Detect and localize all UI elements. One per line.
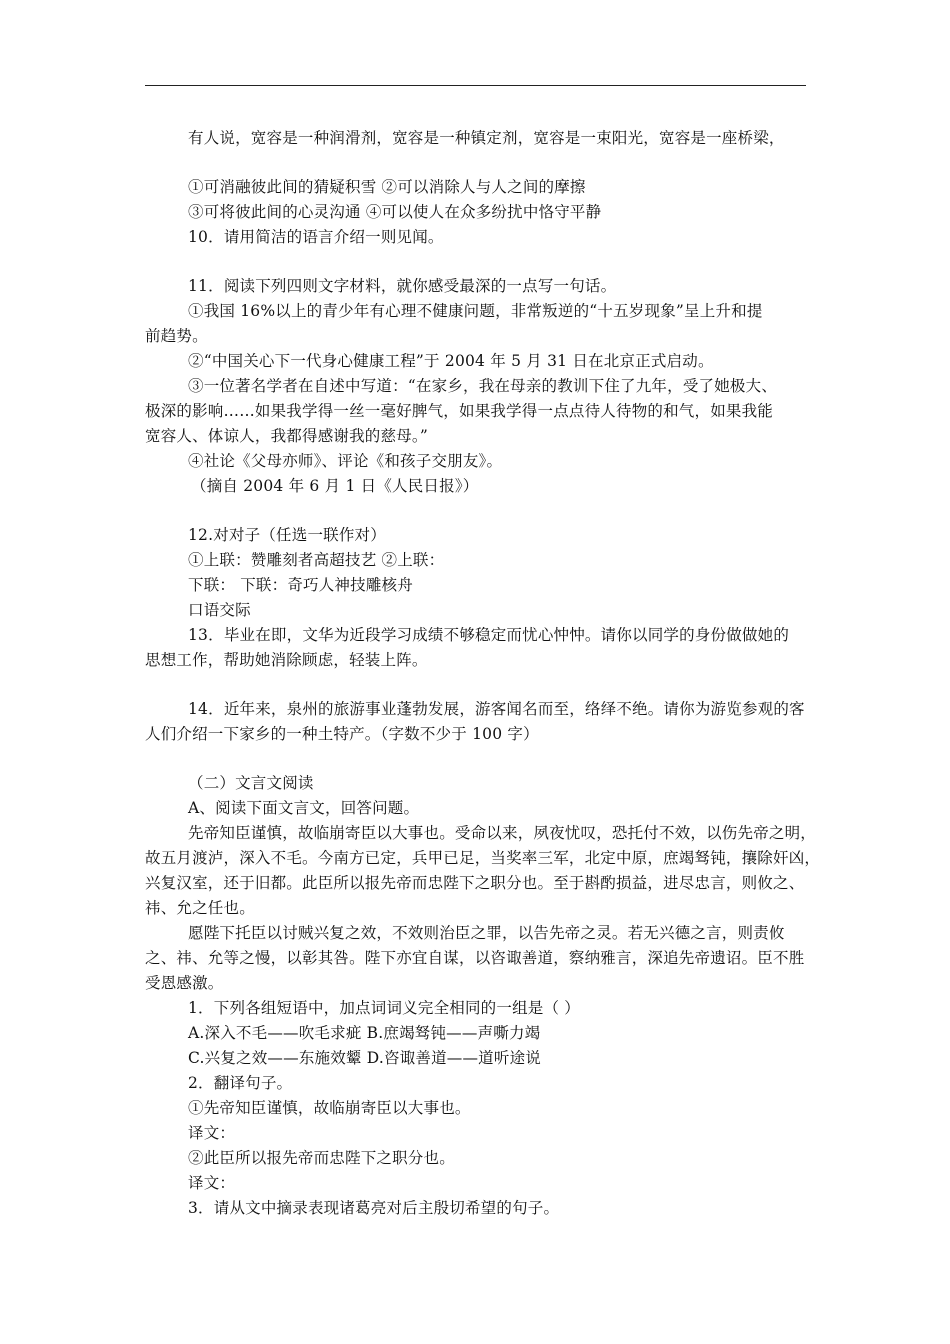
option-line: ③可将彼此间的心灵沟通 ④可以使人在众多纷扰中恪守平静 [188,203,602,221]
header-rule [145,85,806,86]
question-line: 11．阅读下列四则文字材料，就你感受最深的一点写一句话。 [188,277,617,295]
classical-text-line: 故五月渡泸，深入不毛。今南方已定，兵甲已足，当奖率三军，北定中原，庶竭驽钝，攘除奸凶， [145,849,821,867]
paragraph-line: 思想工作，帮助她消除顾虑，轻装上阵。 [145,651,428,669]
option-line: ①可消融彼此间的猜疑积雪 ②可以消除人与人之间的摩擦 [188,178,586,196]
paragraph-line: ①我国 16%以上的青少年有心理不健康问题，非常叛逆的“十五岁现象”呈上升和提 [188,302,763,320]
paragraph-line: 有人说，宽容是一种润滑剂，宽容是一种镇定剂，宽容是一束阳光，宽容是一座桥梁， [188,129,785,147]
paragraph-line: 宽容人、体谅人，我都得感谢我的慈母。” [145,427,428,445]
section-heading: 口语交际 [188,601,251,619]
classical-text-line: 兴复汉室，还于旧都。此臣所以报先帝而忠陛下之职分也。至于斟酌损益，进尽忠言，则攸之、 [145,874,805,892]
paragraph-line: ④社论《父母亦师》、评论《和孩子交朋友》。 [188,452,503,470]
choice-line: C.兴复之效——东施效颦 D.咨诹善道——道听途说 [188,1049,541,1067]
question-line: 13．毕业在即，文华为近段学习成绩不够稳定而忧心忡忡。请你以同学的身份做做她的 [188,626,790,644]
classical-text-line: 受恩感激。 [145,974,224,992]
paragraph-line: ③一位著名学者在自述中写道：“在家乡，我在母亲的教训下住了九年，受了她极大、 [188,377,778,395]
answer-label: 译文： [188,1124,236,1142]
classical-text-line: 之、祎、允等之慢，以彰其咎。陛下亦宜自谋，以咨诹善道，察纳雅言，深追先帝遗诏。臣不胜 [145,949,805,967]
question-line: 1．下列各组短语中，加点词词义完全相同的一组是（ ） [188,999,580,1017]
paragraph-line: 极深的影响……如果我学得一丝一毫好脾气，如果我学得一点点待人待物的和气，如果我能 [145,402,774,420]
paragraph-line: ②“中国关心下一代身心健康工程”于 2004 年 5 月 31 日在北京正式启动。 [188,352,714,370]
section-heading: （二）文言文阅读 [188,774,314,792]
question-line: 14．近年来，泉州的旅游事业蓬勃发展，游客闻名而至，络绎不绝。请你为游览参观的客 [188,700,805,718]
classical-text-line: 祎、允之任也。 [145,899,255,917]
question-line: 10．请用简洁的语言介绍一则见闻。 [188,228,444,246]
question-line: 2．翻译句子。 [188,1074,293,1092]
sentence-line: ②此臣所以报先帝而忠陛下之职分也。 [188,1149,455,1167]
answer-label: 译文： [188,1174,236,1192]
classical-text-line: 先帝知臣谨慎，故临崩寄臣以大事也。受命以来，夙夜忧叹，恐托付不效，以伤先帝之明， [188,824,817,842]
couplet-line: 下联： 下联：奇巧人神技雕核舟 [188,576,413,594]
choice-line: A.深入不毛——吹毛求疵 B.庶竭驽钝——声嘶力竭 [188,1024,541,1042]
classical-text-line: 愿陛下托臣以讨贼兴复之效，不效则治臣之罪，以告先帝之灵。若无兴德之言，则责攸 [188,924,785,942]
couplet-line: ①上联：赞雕刻者高超技艺 ②上联： [188,551,445,569]
question-line: 12.对对子（任选一联作对） [188,526,386,544]
source-citation: （摘自 2004 年 6 月 1 日《人民日报》） [191,477,479,495]
paragraph-line: 人们介绍一下家乡的一种土特产。（字数不少于 100 字） [145,725,539,743]
sentence-line: ①先帝知臣谨慎，故临崩寄臣以大事也。 [188,1099,471,1117]
question-line: 3．请从文中摘录表现诸葛亮对后主殷切希望的句子。 [188,1199,560,1217]
instruction-line: A、阅读下面文言文，回答问题。 [188,799,420,817]
paragraph-line: 前趋势。 [145,327,208,345]
